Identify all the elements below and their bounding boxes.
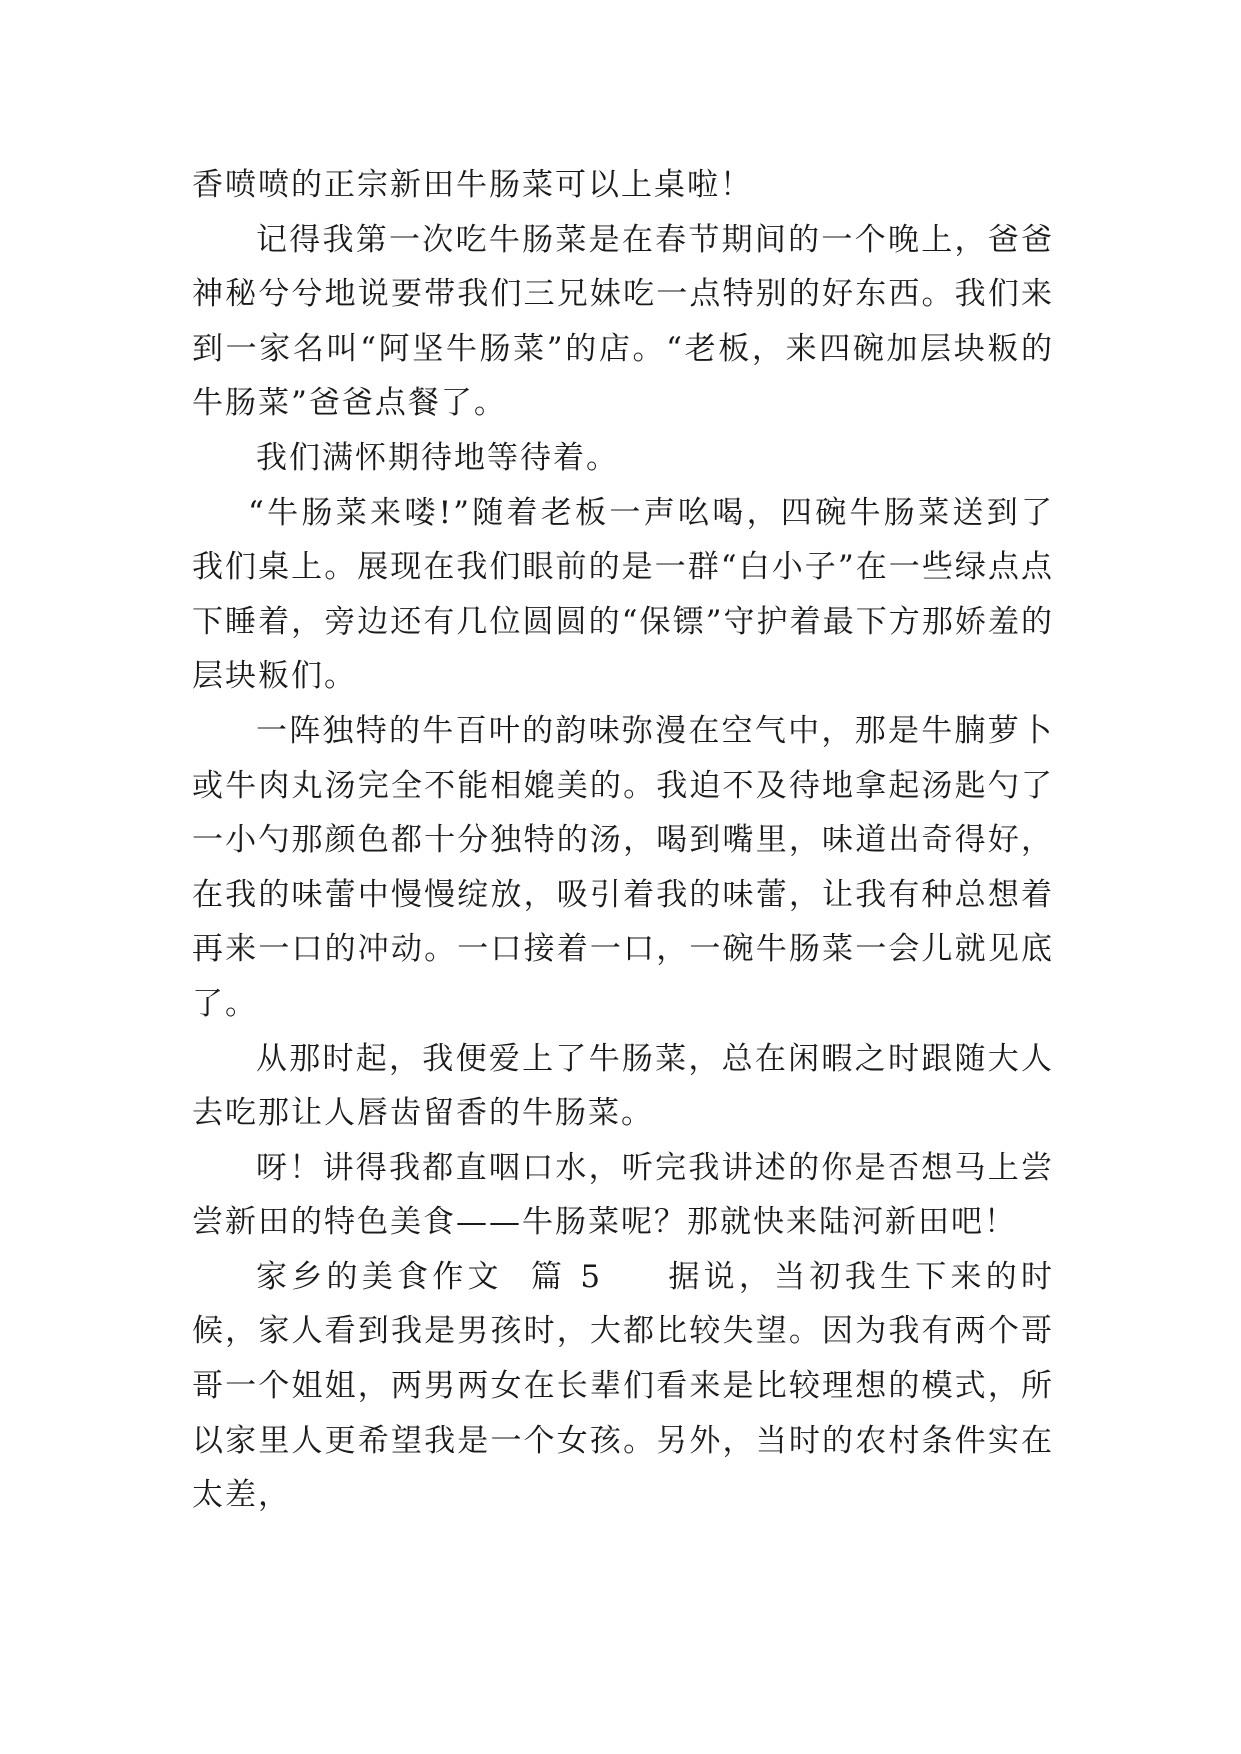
section-heading: 家乡的美食作文 篇 5 [256,1258,603,1295]
paragraph-love: 从那时起，我便爱上了牛肠菜，总在闲暇之时跟随大人去吃那让人唇齿留香的牛肠菜。 [192,1040,1054,1132]
paragraph-waiting: 我们满怀期待地等待着。 [256,439,619,476]
paragraph-memory: 记得我第一次吃牛肠菜是在春节期间的一个晚上，爸爸神秘兮兮地说要带我们三兄妹吃一点特别的好东西。我们来到一家名叫“阿坚牛肠菜”的店。“老板，来四碗加层块粄的牛肠菜”爸爸点餐了。 [192,221,1054,422]
paragraph-continuation: 香喷喷的正宗新田牛肠菜可以上桌啦！ [192,167,753,203]
document-body [192,158,1054,1523]
section-body: 据说，当初我生下来的时候，家人看到我是男孩时，大都比较失望。因为我有两个哥哥一个姐姐，两男两女在长辈们看来是比较理想的模式，所以家里人更希望我是一个女孩。另外，当时的农村条件实在太差， [192,1258,1054,1514]
paragraph-taste: 一阵独特的牛百叶的韵味弥漫在空气中，那是牛腩萝卜或牛肉丸汤完全不能相媲美的。我迫不及待地拿起汤匙勺了一小勺那颜色都十分独特的汤，喝到嘴里，味道出奇得好，在我的味蕾中慢慢绽放，吸引着我的味蕾，让我有种总想着再来一口的冲动。一口接着一口，一碗牛肠菜一会儿就见底了。 [192,712,1054,1022]
paragraph-served: “牛肠菜来喽!”随着老板一声吆喝，四碗牛肠菜送到了我们桌上。展现在我们眼前的是一群“白小子”在一些绿点点下睡着，旁边还有几位圆圆的“保镖”守护着最下方那娇羞的层块粄们。 [192,494,1054,695]
paragraph-section-5 [192,1250,1054,1523]
paragraph-invitation: 呀！讲得我都直咽口水，听完我讲述的你是否想马上尝尝新田的特色美食——牛肠菜呢？那就快来陆河新田吧！ [192,1149,1054,1241]
